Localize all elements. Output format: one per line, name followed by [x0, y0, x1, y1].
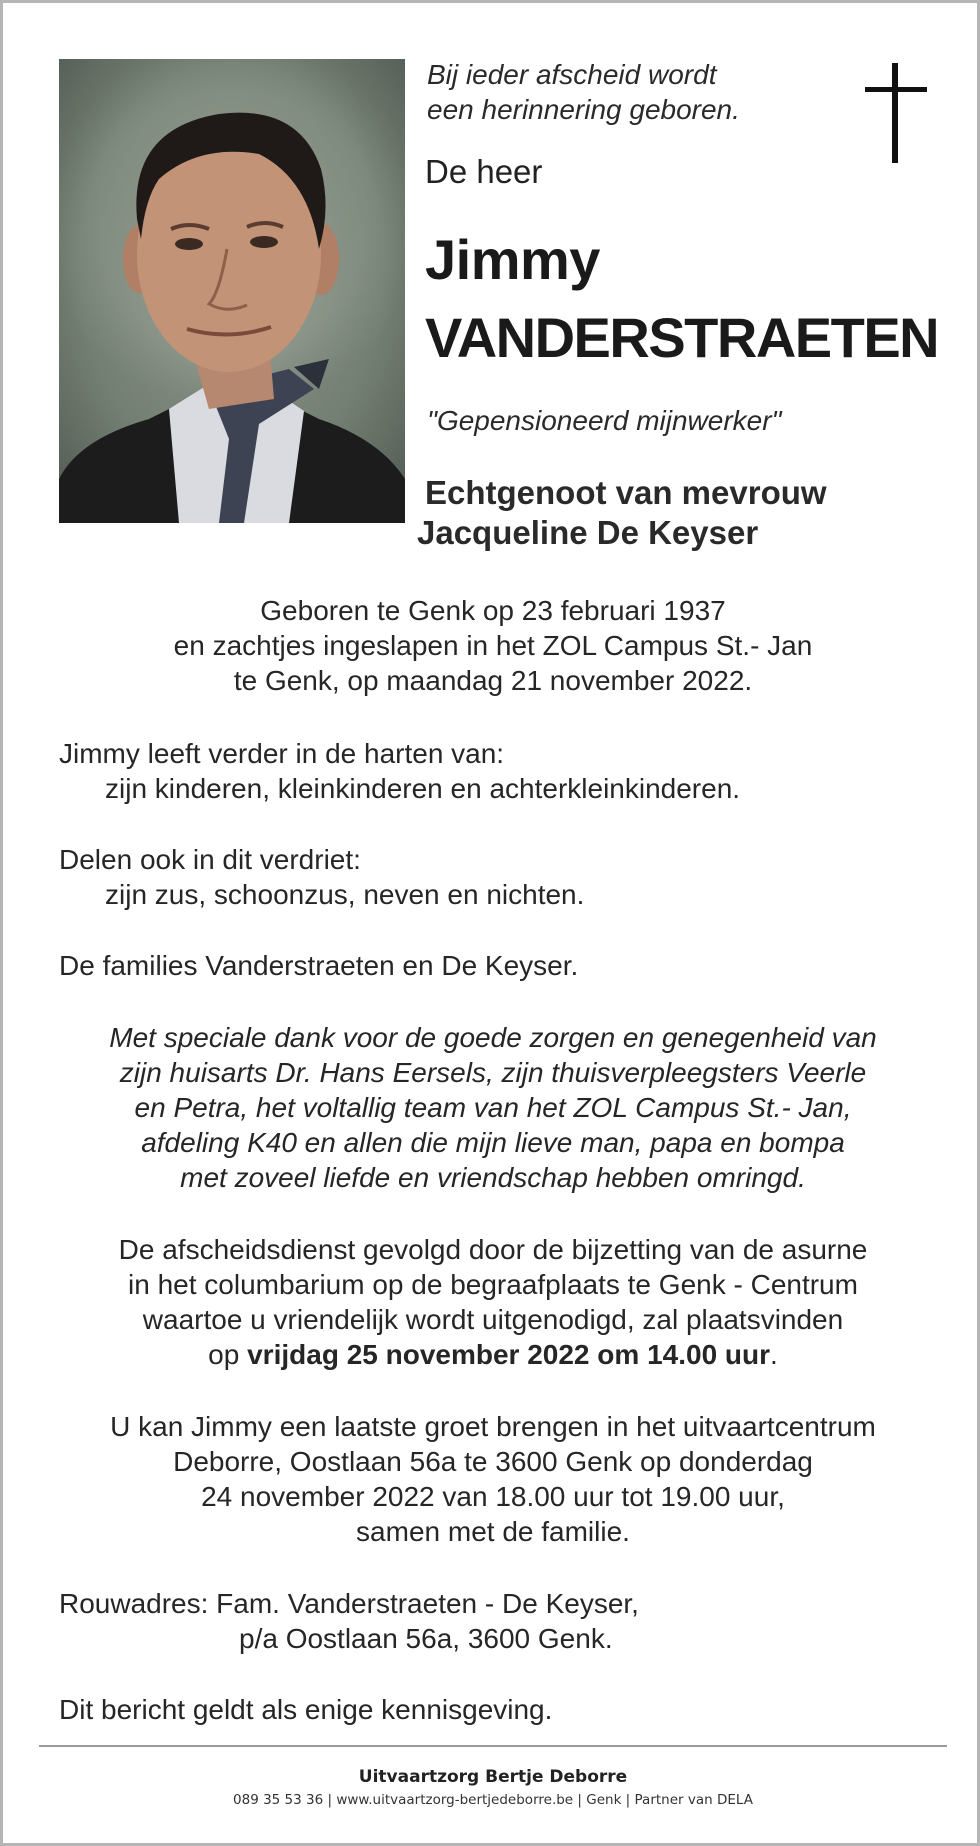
survivors-block [59, 736, 927, 806]
salutation: De heer [425, 153, 543, 190]
spouse-line: Echtgenoot van mevrouw [425, 474, 827, 511]
spouse-line: Jacqueline De Keyser [417, 514, 759, 551]
service-date-suffix: . [770, 1339, 778, 1370]
quote-line: een herinnering geboren. [427, 94, 740, 125]
footer-company-name: Uitvaartzorg Bertje Deborre [358, 1767, 628, 1787]
thanks-line: en Petra, het voltallig team van het ZOL Campus St.- Jan, [134, 1092, 852, 1123]
footer-divider [39, 1745, 947, 1747]
service-line: waartoe u vriendelijk wordt uitgenodigd, zal plaatsvinden [142, 1304, 844, 1335]
service-date-prefix: op [208, 1339, 248, 1370]
thanks-block [59, 1020, 927, 1195]
address-line: Rouwadres: Fam. Vanderstraeten - De Keyser, [59, 1588, 639, 1619]
sharing-intro: Delen ook in dit verdriet: [59, 844, 361, 875]
service-line: in het columbarium op de begraafplaats te Genk - Centrum [128, 1269, 858, 1300]
visit-line: U kan Jimmy een laatste groet brengen in het uitvaartcentrum [110, 1411, 876, 1442]
birth-death-line: en zachtjes ingeslapen in het ZOL Campus St.- Jan [173, 630, 813, 661]
address-line: p/a Oostlaan 56a, 3600 Genk. [239, 1623, 613, 1654]
visit-line: 24 november 2022 van 18.00 uur tot 19.00 uur, [201, 1481, 785, 1512]
thanks-line: Met speciale dank voor de goede zorgen en genegenheid van [109, 1022, 877, 1053]
thanks-line: met zoveel liefde en vriendschap hebben omringd. [180, 1162, 806, 1193]
survivors-list: zijn kinderen, kleinkinderen en achterkleinkinderen. [105, 773, 741, 804]
service-date: vrijdag 25 november 2022 om 14.00 uur [247, 1339, 771, 1370]
service-date-line [59, 1337, 927, 1372]
sharing-list: zijn zus, schoonzus, neven en nichten. [105, 879, 585, 910]
sharing-block [59, 842, 927, 912]
notice-line: Dit bericht geldt als enige kennisgeving. [59, 1694, 553, 1725]
thanks-line: afdeling K40 en allen die mijn lieve man, papa en bompa [141, 1127, 845, 1158]
cross-icon [865, 63, 927, 163]
footer-contact-info: 089 35 53 36 | www.uitvaartzorg-bertjedeborre.be | Genk | Partner van DELA [233, 1792, 753, 1808]
deceased-first-name: Jimmy [425, 228, 600, 291]
visit-block [59, 1409, 927, 1549]
occupation: "Gepensioneerd mijnwerker" [427, 405, 782, 436]
portrait-illustration [59, 59, 405, 523]
families-line: De families Vanderstraeten en De Keyser. [59, 950, 579, 981]
deceased-last-name: VANDERSTRAETEN [425, 306, 939, 369]
spouse-block [417, 473, 957, 553]
portrait-photo [59, 59, 405, 523]
service-line: De afscheidsdienst gevolgd door de bijzetting van de asurne [118, 1234, 868, 1265]
thanks-line: zijn huisarts Dr. Hans Eersels, zijn thuisverpleegsters Veerle [119, 1057, 867, 1088]
visit-line: Deborre, Oostlaan 56a te 3600 Genk op donderdag [173, 1446, 813, 1477]
quote-line: Bij ieder afscheid wordt [427, 59, 717, 90]
memorial-quote [427, 57, 827, 127]
service-block [59, 1232, 927, 1372]
visit-line: samen met de familie. [356, 1516, 630, 1547]
survivors-intro: Jimmy leeft verder in de harten van: [59, 738, 505, 769]
birth-death-line: te Genk, op maandag 21 november 2022. [233, 665, 753, 696]
address-block [59, 1586, 927, 1656]
birth-death-block [59, 593, 927, 698]
birth-death-line: Geboren te Genk op 23 februari 1937 [260, 595, 726, 626]
